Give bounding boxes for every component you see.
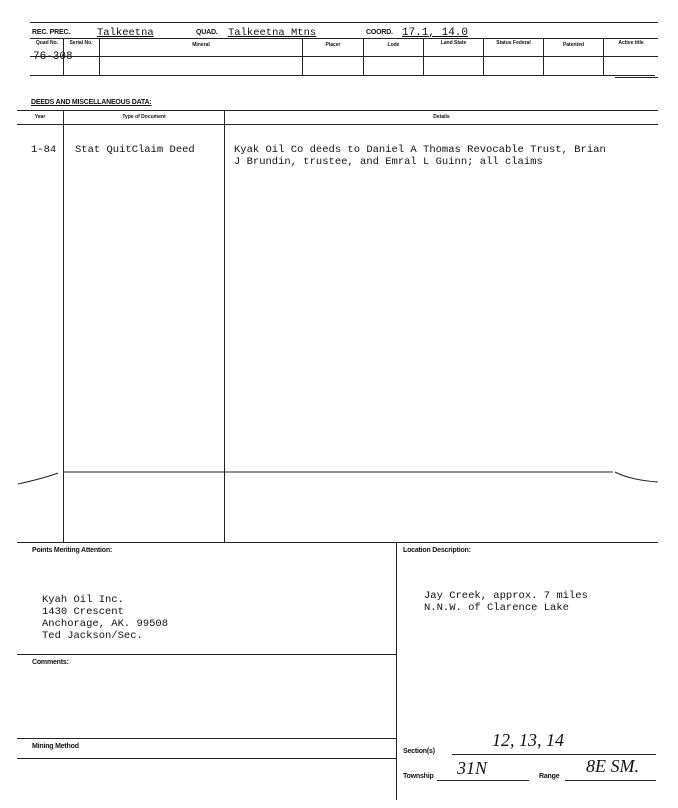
lower-section-rule xyxy=(17,542,658,543)
continuation-break xyxy=(0,468,678,492)
location-line-2: N.N.W. of Clarence Lake xyxy=(424,602,569,614)
deed-year: 1-84 xyxy=(31,144,57,156)
col-land-state: Land State xyxy=(440,40,467,46)
header-subrule xyxy=(30,56,658,57)
mining-under-rule xyxy=(17,758,396,759)
points-line-4: Ted Jackson/Sec. xyxy=(42,630,143,642)
col-mineral: Mineral xyxy=(192,42,210,48)
comments-rule xyxy=(17,654,396,655)
coord-value: 17.1, 14.0 xyxy=(402,27,469,39)
location-line-1: Jay Creek, approx. 7 miles xyxy=(424,590,588,602)
col-quad-no: Quad No. xyxy=(35,40,59,46)
points-line-2: 1430 Crescent xyxy=(42,606,124,618)
col-status-federal: Status Federal xyxy=(496,40,531,46)
deeds-section-title: DEEDS AND MISCELLANEOUS DATA: xyxy=(31,99,152,106)
col-year: Year xyxy=(34,114,46,120)
coord-label: COORD. xyxy=(366,29,393,36)
col-active-title: Active title xyxy=(618,40,644,46)
deeds-top-rule xyxy=(17,110,658,111)
comments-label: Comments: xyxy=(32,659,69,666)
deed-details-line1: Kyak Oil Co deeds to Daniel A Thomas Revocable Trust, Brian xyxy=(234,144,606,156)
col-type-of-document: Type of Document xyxy=(122,114,166,120)
col-placer: Placer xyxy=(325,42,341,48)
col-serial-no: Serial No. xyxy=(69,40,93,46)
township-label: Township xyxy=(403,773,434,780)
col-patented: Patented xyxy=(562,42,585,48)
rec-prec-value: Talkeetna xyxy=(97,27,154,39)
quad-label: QUAD. xyxy=(196,29,218,36)
rec-prec-label: REC. PREC. xyxy=(32,29,71,36)
points-line-1: Kyah Oil Inc. xyxy=(42,594,124,606)
points-line-3: Anchorage, AK. 99508 xyxy=(42,618,169,630)
quad-value: Talkeetna Mtns xyxy=(228,27,317,39)
range-label: Range xyxy=(539,773,560,780)
deed-type: Stat QuitClaim Deed xyxy=(75,144,195,156)
section-underline xyxy=(452,754,656,755)
header-bottom-tail xyxy=(615,77,658,78)
mining-method-label: Mining Method xyxy=(32,743,79,750)
section-value: 12, 13, 14 xyxy=(492,730,564,750)
col-lode: Lode xyxy=(387,42,400,48)
township-underline xyxy=(437,780,529,781)
location-label: Location Description: xyxy=(403,547,471,554)
range-value: 8E SM. xyxy=(586,756,639,776)
deed-details-line2: J Brundin, trustee, and Emral L Guinn; all claims xyxy=(234,156,543,168)
range-underline xyxy=(565,780,656,781)
township-value: 31N xyxy=(457,758,488,778)
deeds-header-rule xyxy=(17,124,658,125)
points-label: Points Meriting Attention: xyxy=(32,547,113,554)
lower-vertical-divider xyxy=(396,542,397,800)
mining-rule xyxy=(17,738,396,739)
quad-no-value: 76-308 xyxy=(33,51,73,63)
col-details: Details xyxy=(433,114,450,120)
section-label: Section(s) xyxy=(403,748,435,755)
top-rule xyxy=(30,22,658,23)
header-bottom-rule xyxy=(30,75,655,76)
header-rule xyxy=(30,38,658,39)
